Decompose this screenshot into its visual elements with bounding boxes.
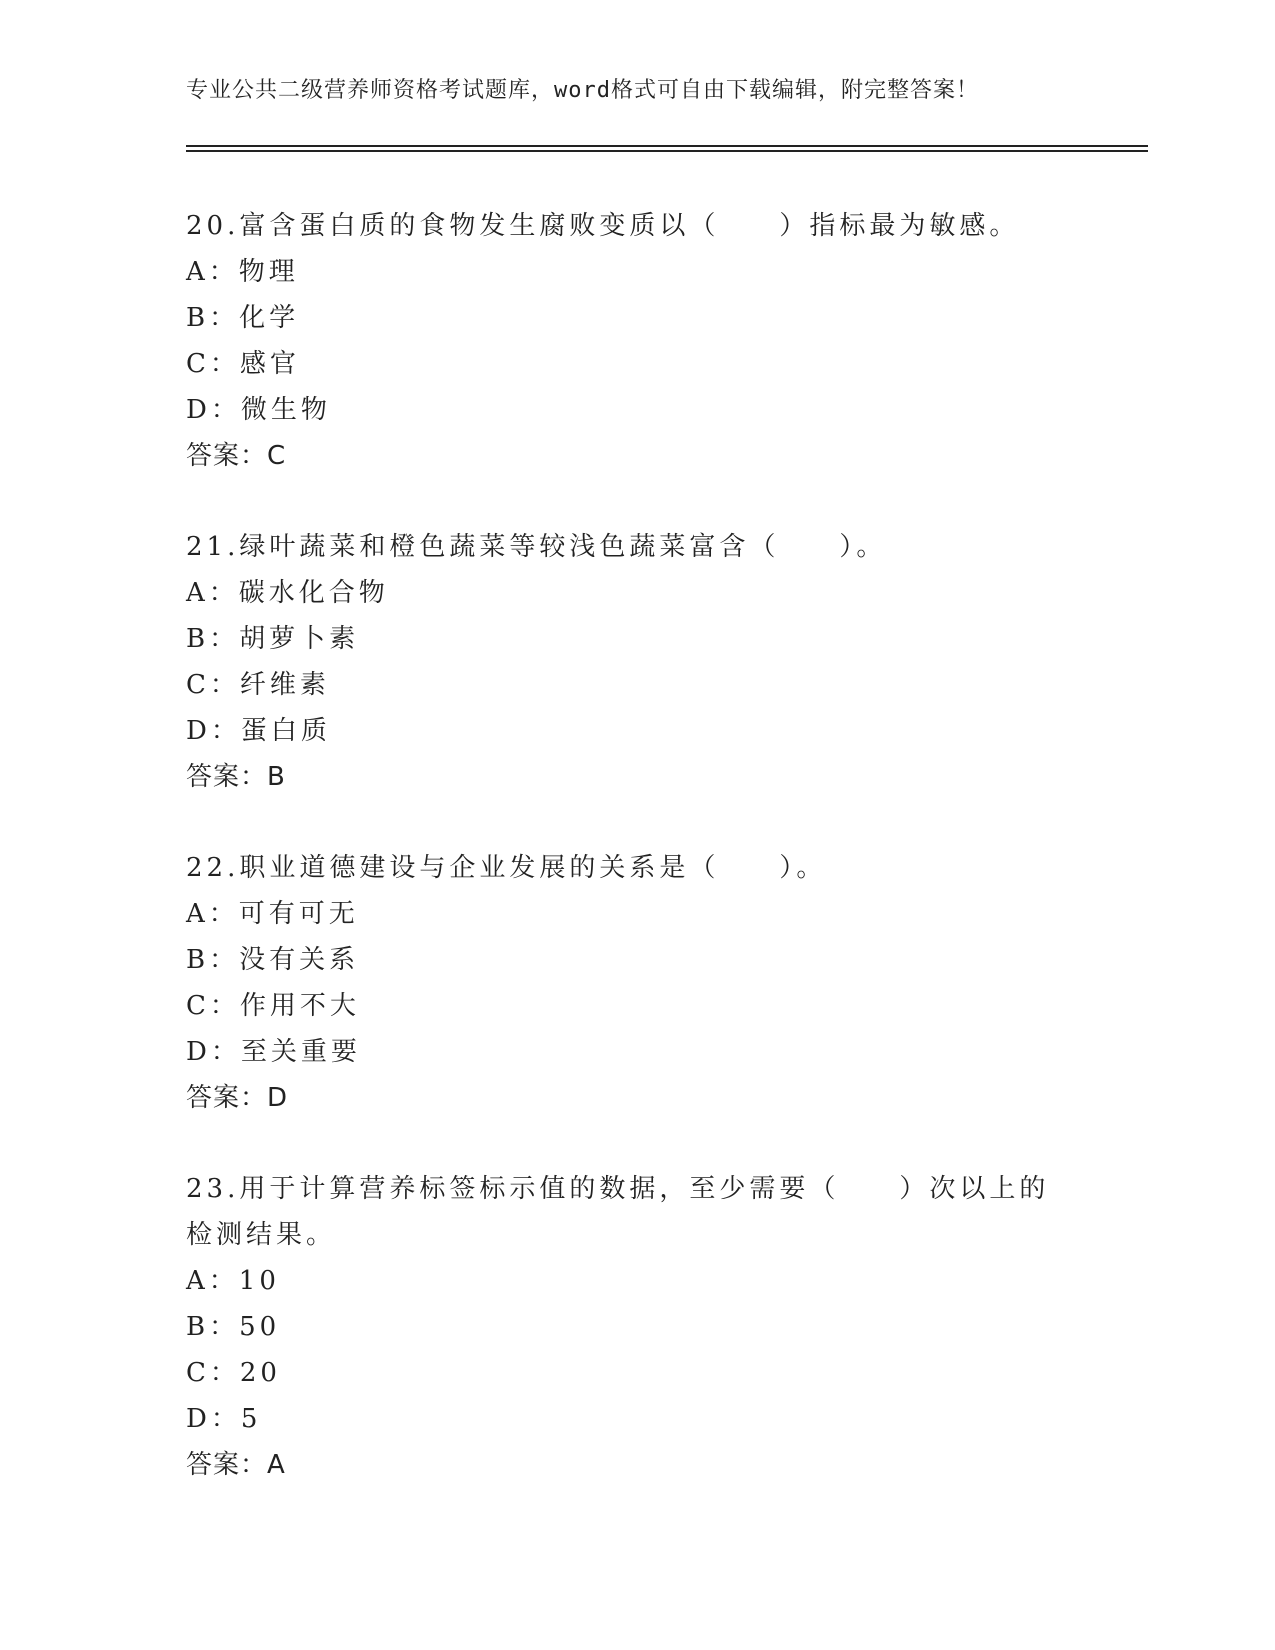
option-c: C：纤维素 bbox=[186, 670, 330, 700]
option-b: B：50 bbox=[186, 1312, 281, 1342]
option-a: A：碳水化合物 bbox=[186, 578, 389, 608]
question-stem: 20.富含蛋白质的食物发生腐败变质以（ ）指标最为敏感。 bbox=[186, 211, 1020, 241]
header-rule-bottom bbox=[186, 150, 1148, 152]
answer-line: 答案：D bbox=[186, 1083, 289, 1113]
option-a: A：物理 bbox=[186, 257, 299, 287]
answer-line: 答案：C bbox=[186, 441, 287, 471]
option-c: C：作用不大 bbox=[186, 991, 360, 1021]
question-stem: 22.职业道德建设与企业发展的关系是（ ）。 bbox=[186, 853, 827, 883]
question-item bbox=[186, 203, 1086, 479]
header-rule-top bbox=[186, 145, 1148, 147]
option-b: B：化学 bbox=[186, 303, 300, 333]
option-a: A：可有可无 bbox=[186, 899, 359, 929]
question-list bbox=[186, 203, 1086, 1533]
option-c: C：20 bbox=[186, 1358, 281, 1388]
option-b: B：没有关系 bbox=[186, 945, 360, 975]
question-stem: 23.用于计算营养标签标示值的数据，至少需要（ ）次以上的检测结果。 bbox=[186, 1174, 1050, 1250]
question-item bbox=[186, 524, 1086, 800]
option-d: D：微生物 bbox=[186, 395, 331, 425]
page-header: 专业公共二级营养师资格考试题库，word格式可自由下载编辑，附完整答案！ bbox=[186, 78, 979, 103]
option-a: A：10 bbox=[186, 1266, 280, 1296]
option-d: D：蛋白质 bbox=[186, 716, 331, 746]
question-item bbox=[186, 845, 1086, 1121]
question-item bbox=[186, 1166, 1086, 1488]
option-c: C：感官 bbox=[186, 349, 300, 379]
option-d: D：5 bbox=[186, 1404, 262, 1434]
option-d: D：至关重要 bbox=[186, 1037, 361, 1067]
question-stem: 21.绿叶蔬菜和橙色蔬菜等较浅色蔬菜富含（ ）。 bbox=[186, 532, 887, 562]
answer-line: 答案：B bbox=[186, 762, 286, 792]
option-b: B：胡萝卜素 bbox=[186, 624, 360, 654]
answer-line: 答案：A bbox=[186, 1450, 286, 1480]
